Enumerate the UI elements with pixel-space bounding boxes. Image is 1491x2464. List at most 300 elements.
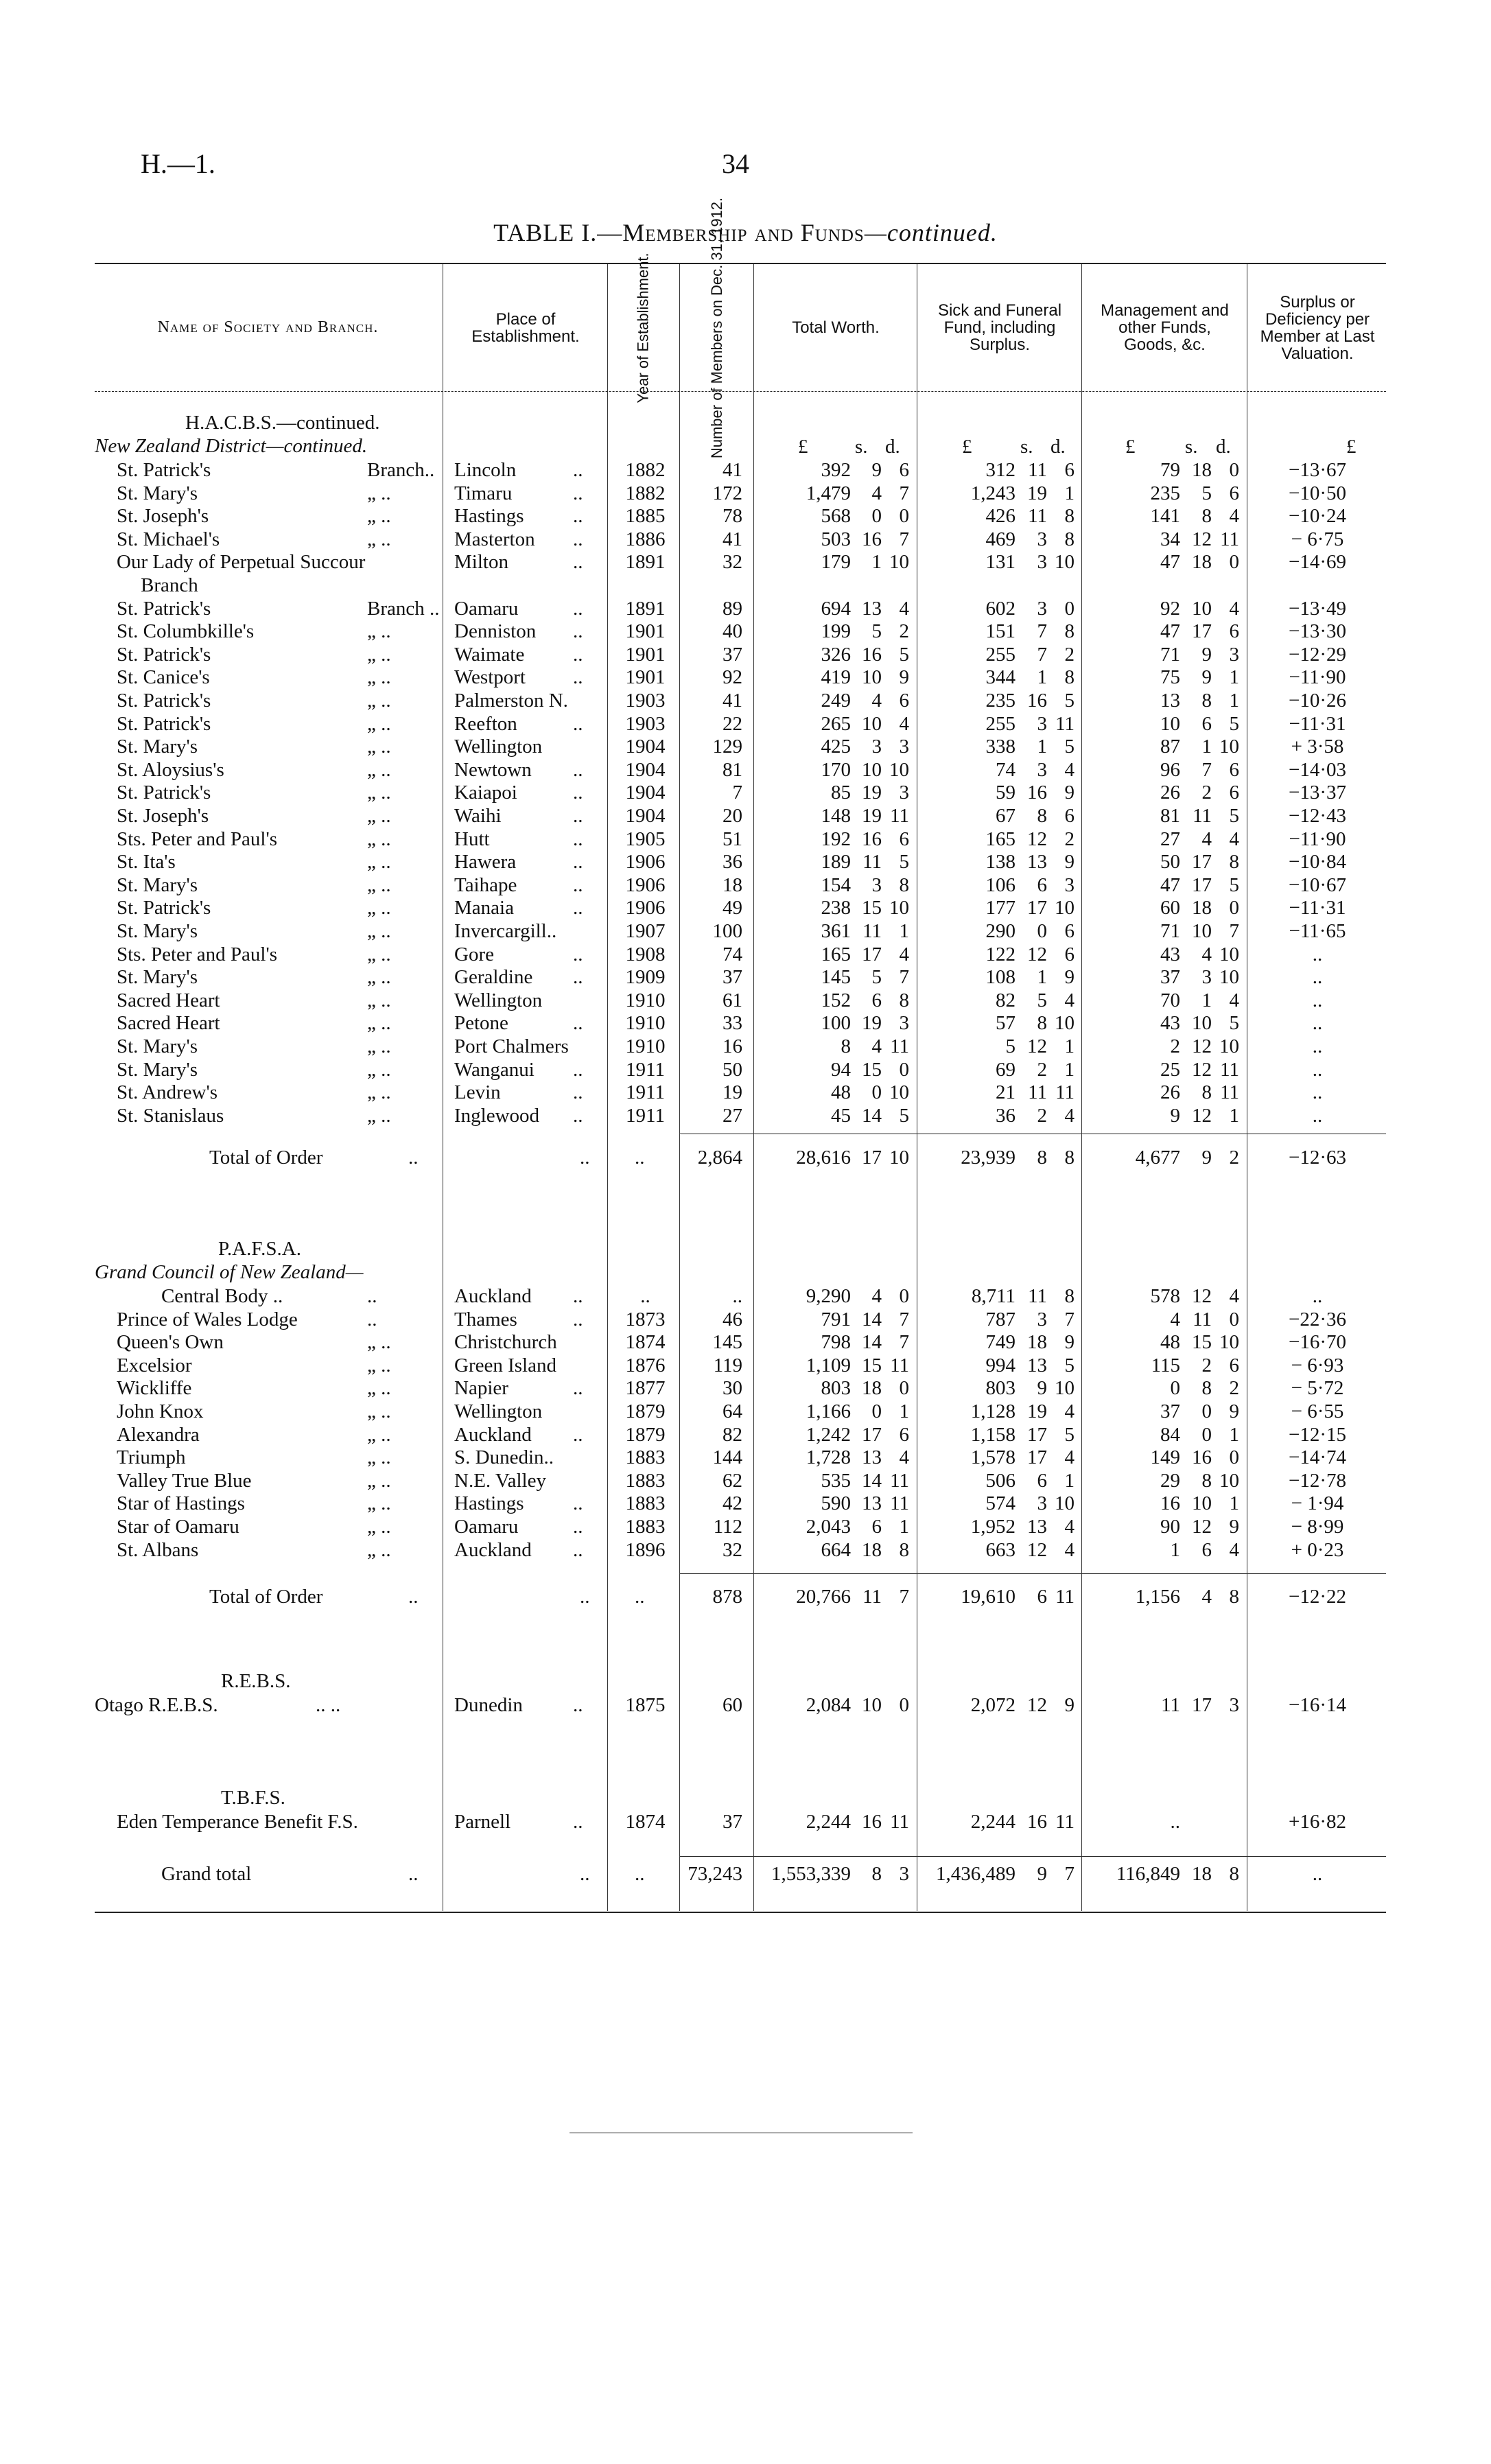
year-cell: 1901 [625, 620, 666, 643]
table-row [0, 597, 1491, 620]
mgmt-pence: 1 [1229, 666, 1239, 689]
branch-ditto: Branch.. [367, 459, 435, 481]
worth-pence: 4 [899, 1446, 909, 1469]
sick-shillings: 17 [1027, 897, 1047, 919]
sick-pounds: 69 [996, 1058, 1015, 1081]
col-head-year [609, 252, 678, 403]
worth-shillings: 10 [862, 666, 882, 689]
branch-ditto: „ .. [367, 1492, 391, 1515]
col-head-members [681, 197, 753, 458]
surplus-cell: −10·26 [1288, 690, 1346, 712]
table-row [0, 943, 1491, 966]
place-cell: Hastings [454, 505, 524, 528]
worth-shillings: 5 [871, 966, 882, 989]
mgmt-pence: 5 [1229, 805, 1239, 827]
worth-shillings: 10 [862, 758, 882, 781]
hacbs-total-row [0, 1146, 1491, 1169]
grand-total-rule [679, 1856, 1386, 1857]
mgmt-shillings: 10 [1192, 597, 1212, 620]
branch-name: St. Mary's [117, 482, 198, 504]
place-dots: .. [573, 505, 583, 528]
bottom-rule [95, 1912, 1386, 1913]
worth-pence: 6 [899, 828, 909, 850]
mgmt-pounds: 4 [1170, 1308, 1180, 1330]
surplus-cell: −13·67 [1288, 459, 1346, 481]
mgmt-pounds: 13 [1160, 690, 1180, 712]
sick-shillings: 12 [1027, 943, 1047, 965]
mgmt-pounds: 37 [1160, 1400, 1180, 1422]
mgmt-pence: 1 [1229, 1492, 1239, 1515]
surplus-cell: .. [1312, 1081, 1323, 1104]
surplus-cell: −11·65 [1289, 920, 1346, 942]
mgmt-pence: 4 [1229, 828, 1239, 850]
worth-shillings: 6 [871, 989, 882, 1011]
worth-shillings: 11 [862, 851, 882, 873]
sick-pence: 9 [1064, 1694, 1075, 1716]
sick-pounds: 8,711 [971, 1285, 1015, 1307]
table-row [0, 550, 1491, 574]
worth-shillings: 10 [862, 712, 882, 735]
mgmt-pounds: 1,156 [1135, 1586, 1180, 1608]
sick-pounds: 122 [985, 943, 1015, 965]
worth-shillings: 14 [862, 1469, 882, 1492]
mgmt-shillings: 18 [1192, 551, 1212, 574]
year-cell: 1906 [625, 873, 666, 896]
branch-name: Wickliffe [117, 1377, 192, 1400]
worth-pence: 7 [899, 966, 909, 989]
mgmt-shillings: 10 [1192, 920, 1212, 942]
mgmt-pence: 1 [1229, 1423, 1239, 1446]
sick-pounds: 67 [996, 805, 1015, 827]
table-row [0, 620, 1491, 643]
sick-shillings: 6 [1037, 873, 1047, 896]
members-cell: 100 [712, 920, 742, 942]
sick-pounds: 574 [985, 1492, 1015, 1515]
surplus-cell: .. [1312, 943, 1323, 965]
worth-shillings: 13 [862, 1446, 882, 1469]
worth-pounds: 85 [831, 782, 851, 804]
mgmt-pounds: 37 [1160, 966, 1180, 989]
branch-name: St. Albans [117, 1538, 199, 1561]
branch-ditto: .. [367, 1308, 377, 1330]
mgmt-pounds: 29 [1160, 1469, 1180, 1492]
worth-pence: 0 [899, 1285, 909, 1307]
year-cell: 1909 [625, 966, 666, 989]
mgmt-shillings: 11 [1193, 805, 1212, 827]
table-row [0, 1446, 1491, 1469]
sick-pounds: 1,436,489 [936, 1863, 1015, 1885]
worth-pence: 3 [899, 1012, 909, 1035]
sick-shillings: 0 [1037, 920, 1047, 942]
year-cell: 1883 [625, 1469, 666, 1492]
sick-pence: 11 [1055, 1811, 1075, 1833]
mgmt-shillings: 2 [1201, 1354, 1212, 1376]
worth-pence: 0 [899, 1377, 909, 1400]
place-cell: Waihi [454, 805, 502, 827]
branch-ditto: „ .. [367, 873, 391, 896]
sick-shillings: 17 [1027, 1423, 1047, 1446]
sick-shillings: 11 [1028, 1081, 1047, 1104]
place-dots: .. [573, 897, 583, 919]
members-cell: 49 [723, 897, 742, 919]
sick-pence: 11 [1055, 1081, 1075, 1104]
worth-shillings: 14 [862, 1331, 882, 1354]
sick-pounds: 235 [985, 690, 1015, 712]
sick-shillings: 6 [1037, 1586, 1047, 1608]
year-cell: 1882 [625, 459, 666, 481]
mgmt-shillings: 5 [1201, 482, 1212, 504]
mgmt-pence: 8 [1229, 851, 1239, 873]
place-dots: .. [573, 782, 583, 804]
sick-pence: 4 [1064, 989, 1075, 1011]
mgmt-pence: 0 [1229, 1308, 1239, 1330]
place-cell: Napier [454, 1377, 508, 1400]
surplus-cell: −16·14 [1288, 1694, 1346, 1716]
place-dots: .. [573, 1377, 583, 1400]
year-cell: 1883 [625, 1446, 666, 1469]
members-cell: 62 [723, 1469, 742, 1492]
worth-pounds: 1,553,339 [771, 1863, 851, 1885]
mgmt-pounds: 43 [1160, 943, 1180, 965]
mgmt-pounds: 27 [1160, 828, 1180, 850]
worth-shillings: 19 [862, 782, 882, 804]
surplus-cell: −10·50 [1288, 482, 1346, 504]
mgmt-pence: 0 [1229, 897, 1239, 919]
members-cell: .. [732, 1285, 742, 1307]
mgmt-pence-unit: d. [1216, 436, 1231, 458]
worth-pence: 3 [899, 1863, 909, 1885]
branch-name: St. Patrick's [117, 712, 211, 735]
branch-name: Branch [141, 574, 198, 596]
place-cell: Taihape [454, 873, 517, 896]
year-cell: 1874 [625, 1811, 666, 1833]
sick-pence: 7 [1064, 1863, 1075, 1885]
worth-shillings: 0 [871, 505, 882, 528]
sick-pence: 11 [1055, 1586, 1075, 1608]
place-cell: Inglewood [454, 1104, 540, 1127]
branch-name: St. Patrick's [117, 782, 211, 804]
mgmt-pence: 6 [1229, 620, 1239, 643]
worth-pence: 10 [889, 1081, 909, 1104]
worth-pence: 6 [899, 690, 909, 712]
sick-pence: 9 [1064, 851, 1075, 873]
worth-pounds: 568 [821, 505, 851, 528]
sick-pounds: 663 [985, 1538, 1015, 1561]
branch-name: St. Patrick's [117, 643, 211, 666]
mgmt-pence: 5 [1229, 712, 1239, 735]
mgmt-pounds: 1 [1170, 1538, 1180, 1561]
sick-pence: 6 [1064, 920, 1075, 942]
sick-pounds: 2,244 [970, 1811, 1015, 1833]
branch-ditto: „ .. [367, 943, 391, 965]
place-dots: .. [573, 851, 583, 873]
worth-shillings: 9 [871, 459, 882, 481]
surplus-cell: −11·90 [1289, 828, 1346, 850]
branch-ditto: „ .. [367, 482, 391, 504]
members-cell: 82 [723, 1423, 742, 1446]
worth-pounds: 94 [831, 1058, 851, 1081]
mgmt-shillings: 18 [1192, 1863, 1212, 1885]
mgmt-shillings: 12 [1192, 1285, 1212, 1307]
branch-name: St. Mary's [117, 736, 198, 758]
branch-name: Triumph [117, 1446, 186, 1469]
worth-shillings: 16 [862, 1811, 882, 1833]
tbfs-row [0, 1810, 1491, 1833]
mgmt-pound-unit: £ [1125, 436, 1136, 458]
mgmt-shillings: 8 [1201, 690, 1212, 712]
sick-shillings: 8 [1037, 1012, 1047, 1035]
worth-shillings: 13 [862, 597, 882, 620]
sick-pence: 2 [1064, 643, 1075, 666]
worth-shillings: 3 [871, 873, 882, 896]
surplus-cell: −11·90 [1289, 666, 1346, 689]
sick-pence: 9 [1064, 966, 1075, 989]
place-cell: Port Chalmers [454, 1035, 569, 1057]
sick-pounds: 2,072 [970, 1694, 1015, 1716]
mgmt-pence: 0 [1229, 459, 1239, 481]
mgmt-pence: 6 [1229, 1354, 1239, 1376]
members-cell: 41 [723, 459, 742, 481]
worth-shillings: 17 [862, 943, 882, 965]
worth-shillings: 1 [871, 551, 882, 574]
surplus-cell: − 6·55 [1291, 1400, 1344, 1422]
place-cell: Reefton [454, 712, 517, 735]
table-row [0, 458, 1491, 482]
sick-pounds: 151 [985, 620, 1015, 643]
surplus-cell: −14·69 [1288, 551, 1346, 574]
sick-pounds: 1,243 [970, 482, 1015, 504]
hacbs-district: New Zealand District—continued. [95, 435, 368, 457]
mgmt-shillings: 12 [1192, 1035, 1212, 1057]
surplus-cell: −14·03 [1288, 758, 1346, 781]
branch-ditto: „ .. [367, 966, 391, 989]
mgmt-pounds: 48 [1160, 1331, 1180, 1354]
col-head-sick: Sick and Funeral Fund, including Surplus. [937, 301, 1062, 354]
branch-name: St. Canice's [117, 666, 210, 689]
table-row [0, 643, 1491, 666]
mgmt-pence: 1 [1229, 690, 1239, 712]
place-cell: Wellington [454, 989, 543, 1011]
col-head-year-text: Year of Establishment. [635, 252, 652, 403]
worth-shillings: 16 [862, 643, 882, 666]
year-cell: .. [640, 1285, 650, 1307]
mgmt-shilling-unit: s. [1185, 436, 1198, 458]
title-prefix: TABLE I.— [493, 219, 623, 246]
place-cell: Levin [454, 1081, 501, 1104]
hacbs-heading [185, 412, 380, 434]
members-cell: 92 [723, 666, 742, 689]
members-cell: 37 [723, 1811, 742, 1833]
branch-name: St. Ita's [117, 851, 176, 873]
mgmt-pounds: 26 [1160, 1081, 1180, 1104]
branch-ditto: „ .. [367, 828, 391, 850]
worth-pence: 10 [889, 758, 909, 781]
worth-shillings: 18 [862, 1377, 882, 1400]
mgmt-pounds: 90 [1160, 1516, 1180, 1538]
sick-pence: 5 [1064, 1423, 1075, 1446]
surplus-cell: −10·84 [1288, 851, 1346, 873]
worth-pounds: 154 [821, 873, 851, 896]
place-cell: Wellington [454, 1400, 543, 1422]
worth-pence: 9 [899, 666, 909, 689]
surplus-cell: −10·67 [1288, 873, 1346, 896]
mgmt-shillings: 15 [1192, 1331, 1212, 1354]
sick-pence: 8 [1064, 505, 1075, 528]
sick-pence: 10 [1055, 1012, 1075, 1035]
place-dots: .. [573, 1423, 583, 1446]
mgmt-shillings: 8 [1201, 1377, 1212, 1400]
members-cell: 129 [712, 736, 742, 758]
rebs-row [0, 1693, 1491, 1717]
mgmt-shillings: 12 [1192, 528, 1212, 550]
members-cell: 74 [723, 943, 742, 965]
worth-pounds: 152 [821, 989, 851, 1011]
branch-name: St. Mary's [117, 1035, 198, 1057]
worth-pounds: 145 [821, 966, 851, 989]
mgmt-pence: 4 [1229, 989, 1239, 1011]
worth-pounds: 9,290 [806, 1285, 851, 1307]
table-row [0, 1492, 1491, 1515]
mgmt-pounds: 71 [1160, 643, 1180, 666]
sick-pence: 8 [1064, 528, 1075, 550]
mgmt-pounds: 115 [1151, 1354, 1180, 1376]
branch-name: St. Columbkille's [117, 620, 255, 643]
worth-pence: 10 [889, 551, 909, 574]
mgmt-shillings: 8 [1201, 1469, 1212, 1492]
place-cell: Denniston [454, 620, 537, 643]
mgmt-pence: 4 [1229, 1285, 1239, 1307]
sick-pence: 4 [1064, 1516, 1075, 1538]
members-cell: 112 [713, 1516, 742, 1538]
mgmt-shillings: 7 [1201, 758, 1212, 781]
sick-shillings: 18 [1027, 1331, 1047, 1354]
year-cell: 1910 [625, 989, 666, 1011]
branch-name: Sts. Peter and Paul's [117, 943, 277, 965]
mgmt-pence: 4 [1229, 505, 1239, 528]
place-dots: .. [573, 643, 583, 666]
place-cell: Newtown [454, 758, 532, 781]
worth-pence: 10 [889, 1147, 909, 1169]
year-cell: 1906 [625, 897, 666, 919]
place-cell: Petone [454, 1012, 508, 1035]
mgmt-pounds: 34 [1160, 528, 1180, 550]
sick-pence: 11 [1055, 712, 1075, 735]
branch-name: St. Mary's [117, 966, 198, 989]
sick-shillings: 8 [1037, 805, 1047, 827]
year-cell: 1875 [625, 1694, 666, 1716]
place-cell: Milton [454, 551, 508, 574]
worth-pence: 11 [890, 1811, 909, 1833]
pafsa-council: Grand Council of New Zealand— [95, 1261, 364, 1283]
sick-pounds: 82 [996, 989, 1015, 1011]
year-cell: 1904 [625, 782, 666, 804]
year-cell: 1883 [625, 1492, 666, 1515]
branch-name: St. Patrick's [117, 897, 211, 919]
worth-pounds: 165 [821, 943, 851, 965]
mgmt-pounds: 70 [1160, 989, 1180, 1011]
place-cell: Palmerston N. [454, 690, 568, 712]
place-cell: Wanganui [454, 1058, 535, 1081]
mgmt-pounds: 25 [1160, 1058, 1180, 1081]
sick-pence: 8 [1064, 1147, 1075, 1169]
place-cell: Waimate [454, 643, 525, 666]
mgmt-shillings: 10 [1192, 1492, 1212, 1515]
sick-shillings: 12 [1027, 828, 1047, 850]
sick-pence: 6 [1064, 943, 1075, 965]
total-dots: .. [580, 1863, 590, 1885]
worth-pence: 3 [899, 782, 909, 804]
worth-pence: 5 [899, 1104, 909, 1127]
members-cell: 119 [713, 1354, 742, 1376]
mgmt-shillings: 8 [1201, 1081, 1212, 1104]
table-row [0, 804, 1491, 828]
sick-pence: 10 [1055, 1377, 1075, 1400]
mgmt-pence: 4 [1229, 597, 1239, 620]
worth-shillings: 11 [862, 1586, 882, 1608]
worth-pence: 5 [899, 851, 909, 873]
year-cell: 1879 [625, 1400, 666, 1422]
sick-pounds: 338 [985, 736, 1015, 758]
worth-pounds: 425 [821, 736, 851, 758]
table-row [0, 1081, 1491, 1104]
sick-shillings: 9 [1037, 1863, 1047, 1885]
mgmt-shillings: 12 [1192, 1516, 1212, 1538]
mgmt-shillings: 2 [1201, 782, 1212, 804]
mgmt-shillings: 9 [1201, 666, 1212, 689]
sick-shillings: 6 [1037, 1469, 1047, 1492]
mgmt-pounds: 96 [1160, 758, 1180, 781]
place-cell: Manaia [454, 897, 514, 919]
worth-shillings: 6 [871, 1516, 882, 1538]
sick-pence: 6 [1064, 805, 1075, 827]
sick-pence: 10 [1055, 897, 1075, 919]
place-dots: .. [573, 1694, 583, 1716]
mgmt-pounds: 84 [1160, 1423, 1180, 1446]
place-cell: Auckland [454, 1538, 532, 1561]
sick-pounds: 74 [996, 758, 1015, 781]
worth-shillings: 11 [862, 920, 882, 942]
worth-pounds: 20,766 [796, 1586, 851, 1608]
mgmt-pence: 10 [1219, 1469, 1239, 1492]
sick-pence: 1 [1064, 1035, 1075, 1057]
branch-ditto: „ .. [367, 1081, 391, 1104]
worth-pounds: 148 [821, 805, 851, 827]
worth-pounds: 249 [821, 690, 851, 712]
worth-pound-unit: £ [798, 436, 808, 458]
members-cell: 32 [723, 551, 742, 574]
document-code: H.—1. [141, 148, 215, 179]
sick-shillings: 3 [1037, 597, 1047, 620]
sick-pounds: 1,952 [970, 1516, 1015, 1538]
sick-pounds: 602 [985, 597, 1015, 620]
sick-shillings: 19 [1027, 1400, 1047, 1422]
mgmt-pounds: 50 [1160, 851, 1180, 873]
mgmt-pounds: 149 [1150, 1446, 1180, 1469]
worth-pounds: 238 [821, 897, 851, 919]
worth-shillings: 15 [862, 1058, 882, 1081]
mgmt-pence: 10 [1219, 736, 1239, 758]
worth-pounds: 170 [821, 758, 851, 781]
year-cell: 1891 [625, 597, 666, 620]
year-cell: 1873 [625, 1308, 666, 1330]
worth-pounds: 192 [821, 828, 851, 850]
surplus-cell: − 6·93 [1291, 1354, 1344, 1376]
table-row [0, 504, 1491, 528]
place-dots: .. [573, 712, 583, 735]
sick-pounds: 177 [985, 897, 1015, 919]
sick-pence: 4 [1064, 1104, 1075, 1127]
place-cell: Auckland [454, 1423, 532, 1446]
